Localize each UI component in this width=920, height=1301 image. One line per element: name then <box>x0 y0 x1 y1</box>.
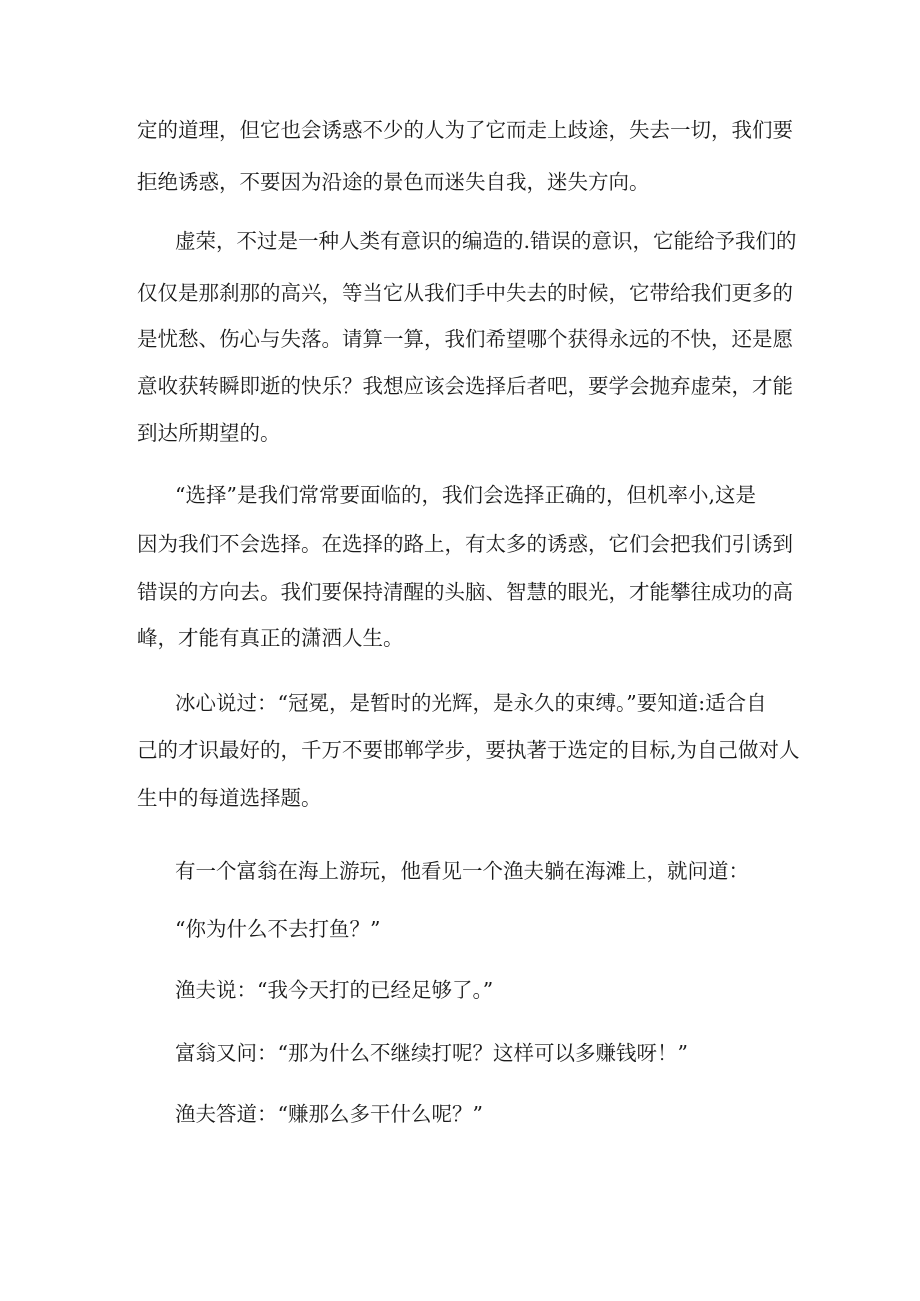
text-line: 富翁又问：“那为什么不继续打呢？这样可以多赚钱呀！” <box>175 1041 688 1065</box>
text-line: 因为我们不会选择。在选择的路上，有太多的诱惑，它们会把我们引诱到 <box>137 532 793 556</box>
text-line: 虚荣，不过是一种人类有意识的编造的.错误的意识，它能给予我们的 <box>175 229 797 253</box>
text-line: 定的道理，但它也会诱惑不少的人为了它而走上歧途，失去一切，我们要 <box>137 118 793 142</box>
text-line: 渔夫答道：“赚那么多干什么呢？” <box>175 1102 483 1126</box>
text-line: 峰，才能有真正的潇洒人生。 <box>137 626 404 650</box>
text-line: 拒绝诱惑，不要因为沿途的景色而迷失自我，迷失方向。 <box>137 170 650 194</box>
text-line: 己的才识最好的，千万不要邯郸学步，要执著于选定的目标,为自己做对人 <box>137 738 800 762</box>
text-line: 到达所期望的。 <box>137 421 281 445</box>
text-line: 错误的方向去。我们要保持清醒的头脑、智慧的眼光，才能攀往成功的高 <box>137 580 793 604</box>
text-line: 有一个富翁在海上游玩，他看见一个渔夫躺在海滩上，就问道： <box>175 859 749 883</box>
text-line: “你为什么不去打鱼？” <box>175 917 381 941</box>
text-line: “选择”是我们常常要面临的，我们会选择正确的，但机率小,这是 <box>175 483 756 507</box>
text-line: 生中的每道选择题。 <box>137 786 322 810</box>
text-line: 意收获转瞬即逝的快乐？我想应该会选择后者吧，要学会抛弃虚荣，才能 <box>137 374 793 398</box>
text-line: 冰心说过：“冠冕，是暂时的光辉，是永久的束缚。”要知道:适合自 <box>175 691 767 715</box>
text-line: 仅仅是那刹那的高兴，等当它从我们手中失去的时候，它带给我们更多的 <box>137 281 793 305</box>
text-line: 渔夫说：“我今天打的已经足够了。” <box>175 978 494 1002</box>
text-line: 是忧愁、伤心与失落。请算一算，我们希望哪个获得永远的不快，还是愿 <box>137 327 793 351</box>
